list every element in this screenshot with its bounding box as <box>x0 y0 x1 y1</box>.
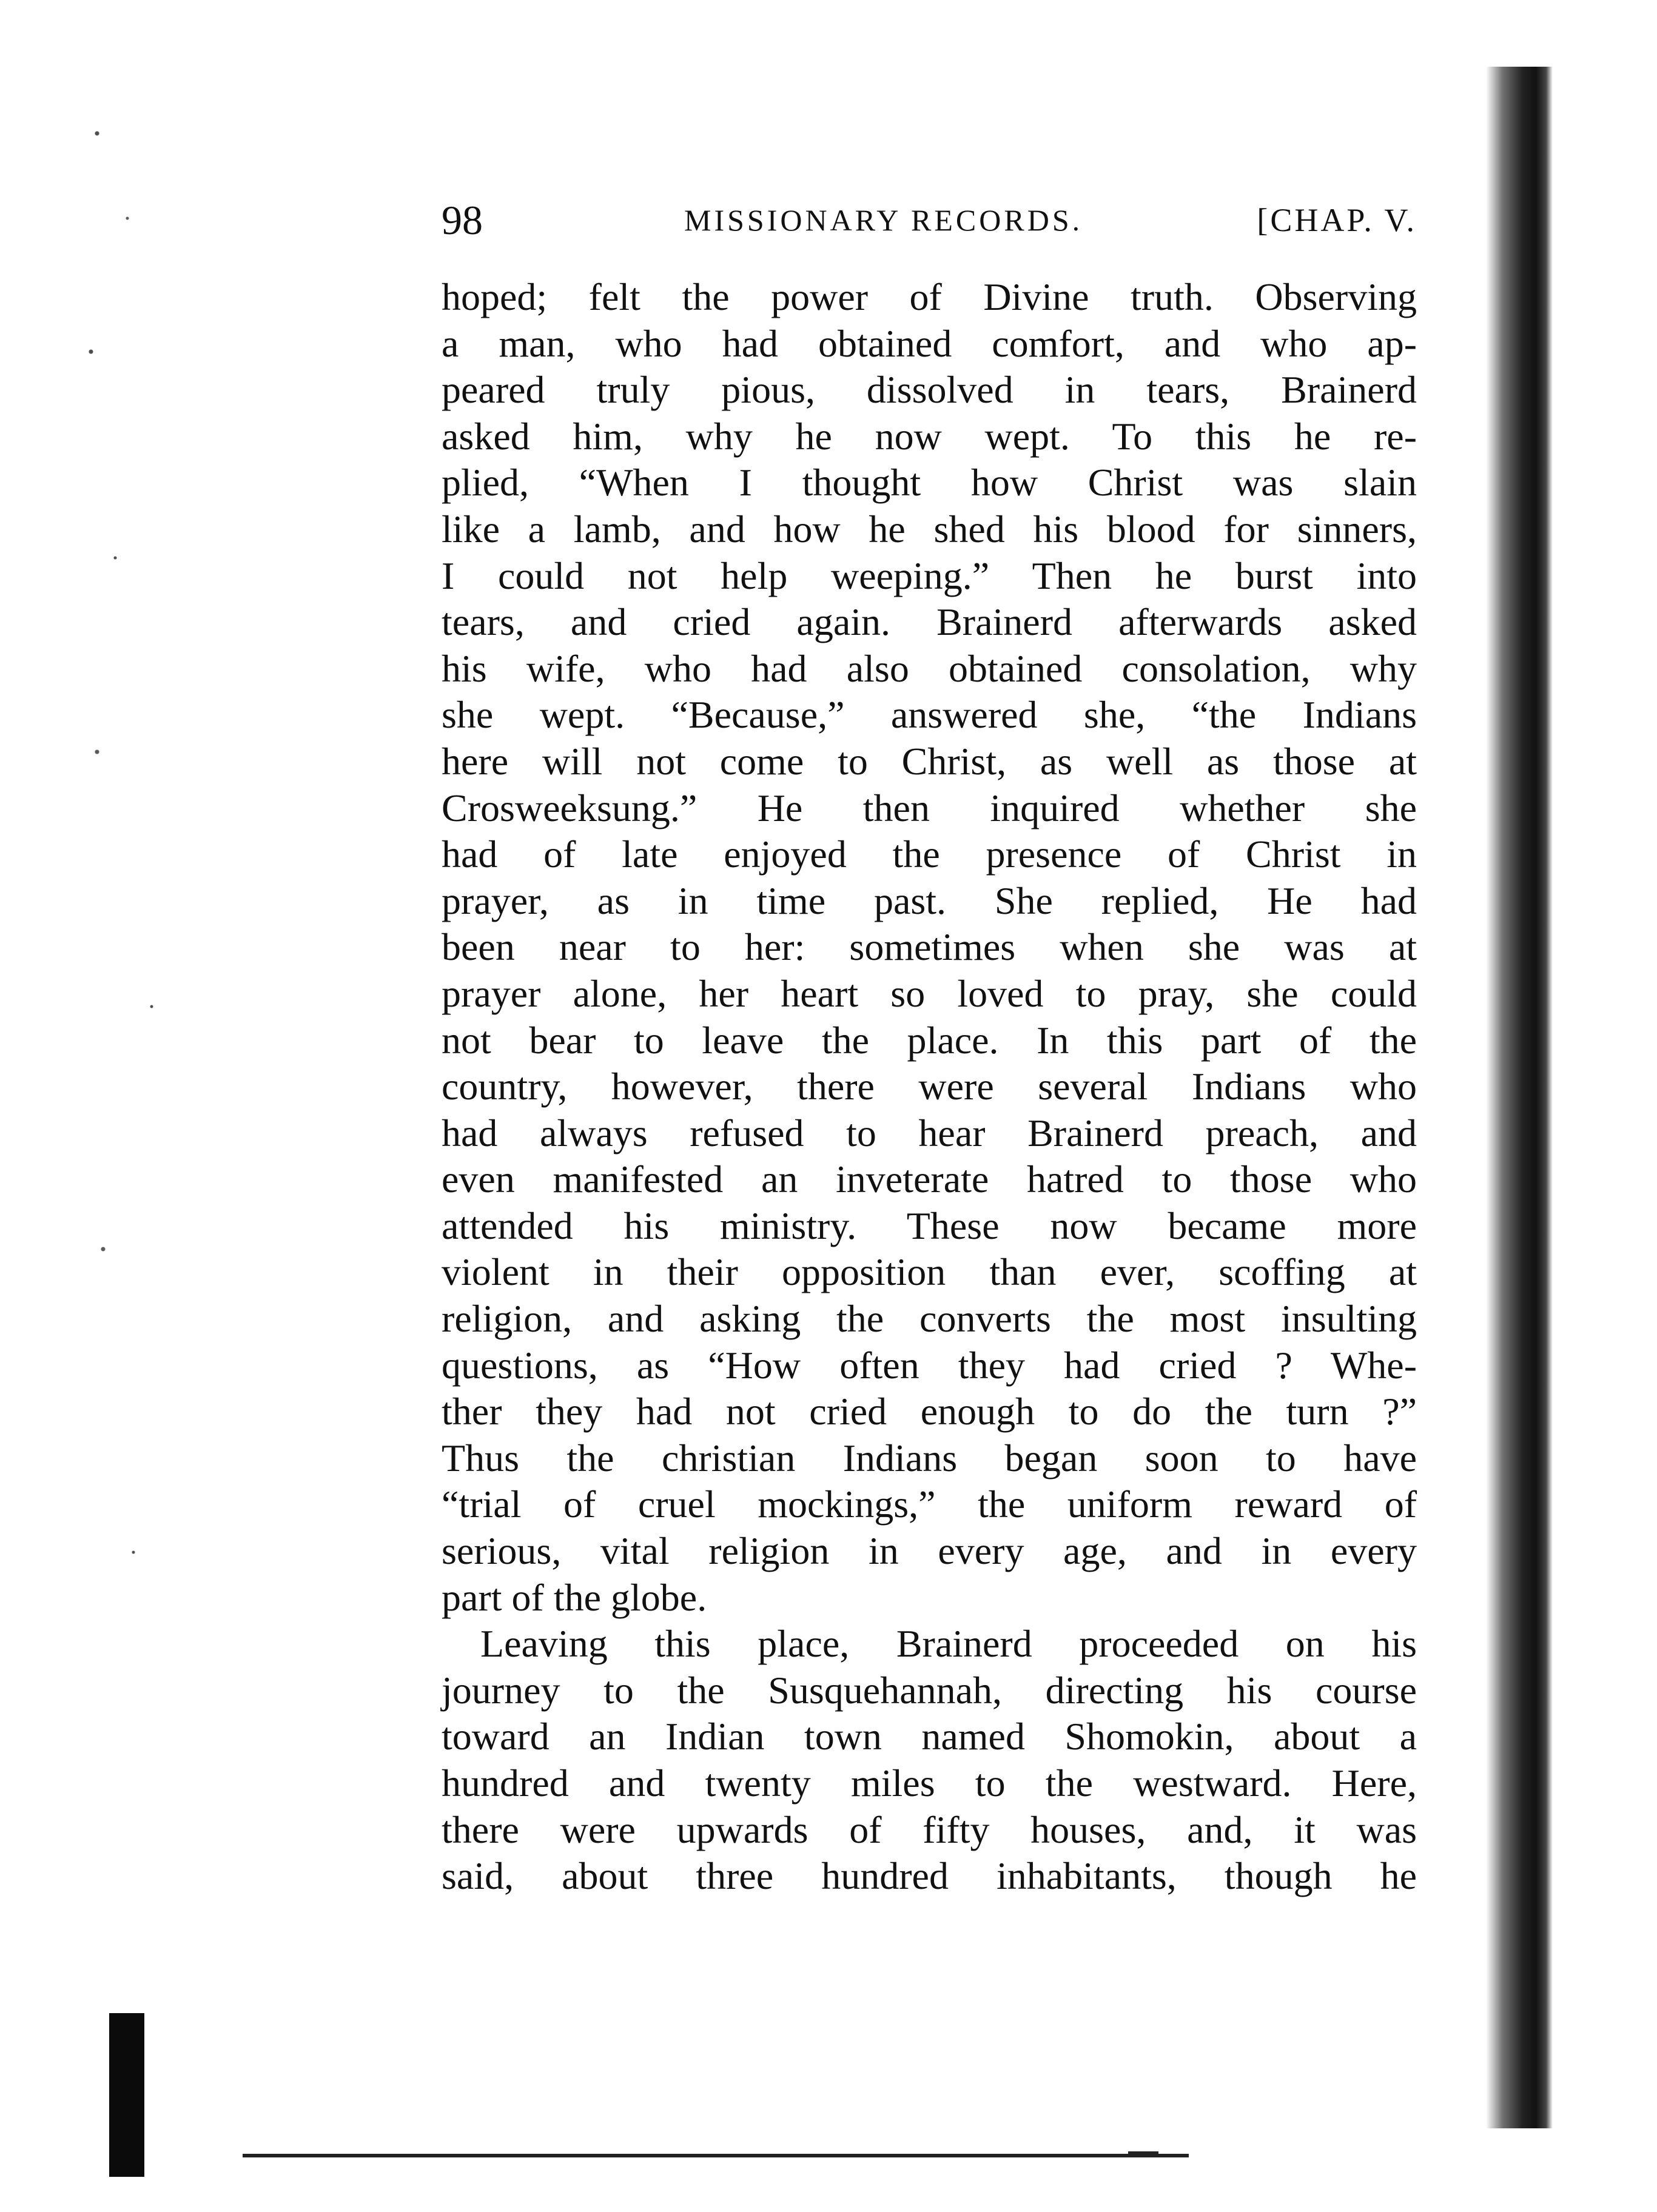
text-line: I could not help weeping.” Then he burst into <box>442 554 1417 597</box>
text-line: Crosweeksung.” He then inquired whether she <box>442 786 1417 830</box>
text-line: questions, as “How often they had cried ? Whe- <box>442 1343 1417 1387</box>
text-line: violent in their opposition than ever, scoffing at <box>442 1250 1417 1294</box>
text-line: prayer, as in time past. She replied, He had <box>442 879 1417 922</box>
paragraph-end-line: part of the globe. <box>442 1575 707 1619</box>
running-title: MISSIONARY RECORDS. <box>684 203 1083 237</box>
body-text <box>442 274 1417 1900</box>
scan-right-edge-shadow <box>1486 67 1553 2128</box>
text-line: she wept. “Because,” answered she, “the Indians <box>442 693 1417 737</box>
text-line: prayer alone, her heart so loved to pray, she could <box>442 971 1417 1015</box>
text-line: been near to her: sometimes when she was at <box>442 925 1417 969</box>
text-line: even manifested an inveterate hatred to those who <box>442 1158 1417 1201</box>
text-line: there were upwards of fifty houses, and, it was <box>442 1808 1417 1851</box>
text-line: religion, and asking the converts the most insulting <box>442 1297 1417 1341</box>
text-line: serious, vital religion in every age, and in every <box>442 1529 1417 1573</box>
text-line: here will not come to Christ, as well as those at <box>442 739 1417 783</box>
text-line: hoped; felt the power of Divine truth. Observing <box>442 275 1417 318</box>
text-line: had always refused to hear Brainerd preach, and <box>442 1111 1417 1155</box>
text-line: hundred and twenty miles to the westward. Here, <box>442 1761 1417 1805</box>
text-line: country, however, there were several Indians who <box>442 1065 1417 1108</box>
text-line: attended his ministry. These now became more <box>442 1204 1417 1247</box>
text-line: a man, who had obtained comfort, and who ap- <box>442 321 1417 365</box>
text-line: tears, and cried again. Brainerd afterwards asked <box>442 600 1417 644</box>
scan-spine-shadow <box>109 2013 144 2177</box>
text-line: not bear to leave the place. In this part of the <box>442 1018 1417 1062</box>
running-header <box>442 193 1417 247</box>
scan-margin-specks <box>85 97 243 1795</box>
text-line: his wife, who had also obtained consolation, why <box>442 646 1417 690</box>
bottom-rule-dash <box>1128 2151 1158 2156</box>
chapter-label: [CHAP. V. <box>1257 202 1417 238</box>
text-line: plied, “When I thought how Christ was slain <box>442 461 1417 504</box>
text-line: Thus the christian Indians began soon to have <box>442 1436 1417 1480</box>
text-line: journey to the Susquehannah, directing his course <box>442 1668 1417 1712</box>
text-line: ther they had not cried enough to do the turn ?” <box>442 1390 1417 1433</box>
text-line: “trial of cruel mockings,” the uniform reward of <box>442 1483 1417 1526</box>
text-line: asked him, why he now wept. To this he re- <box>442 414 1417 458</box>
text-line: toward an Indian town named Shomokin, about a <box>442 1715 1417 1758</box>
paragraph-start-line: Leaving this place, Brainerd proceeded on his <box>480 1622 1417 1666</box>
text-line: had of late enjoyed the presence of Christ in <box>442 833 1417 876</box>
page-number: 98 <box>442 197 483 243</box>
text-line: like a lamb, and how he shed his blood for sinners, <box>442 507 1417 551</box>
text-line: peared truly pious, dissolved in tears, Brainerd <box>442 368 1417 412</box>
text-line: said, about three hundred inhabitants, though he <box>442 1854 1417 1898</box>
bottom-rule <box>243 2154 1189 2157</box>
